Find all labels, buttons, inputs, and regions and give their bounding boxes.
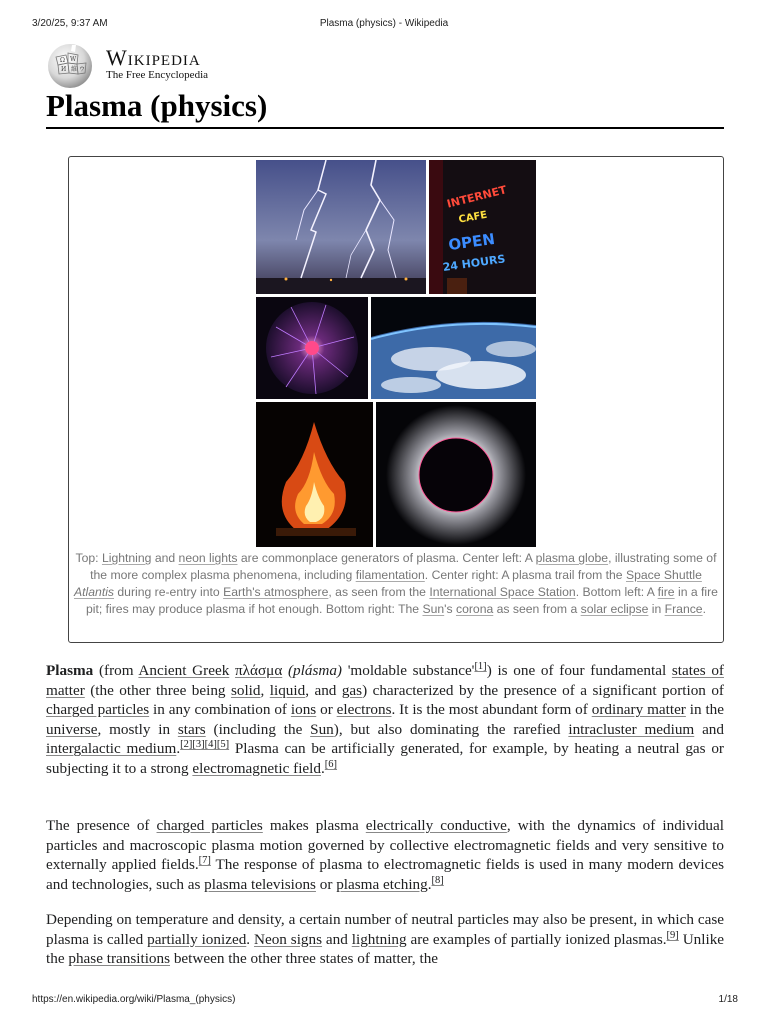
link-plasma-televisions[interactable]: plasma televisions (204, 875, 316, 893)
paragraph-3: Depending on temperature and density, a certain number of neutral particles may also be present, in which case plasma is called partially ionized. Neon signs and lightning are examples of partially ionized plasmas.[9] Unlike the phase transitions between the other three states of matter, the (46, 911, 725, 968)
svg-text:ウ: ウ (79, 66, 86, 73)
ref-6[interactable]: [6] (324, 758, 338, 770)
link-stars[interactable]: stars (177, 720, 206, 738)
caption-link-solar-eclipse[interactable]: solar eclipse (580, 602, 649, 616)
plasma-globe-photo[interactable] (256, 297, 368, 399)
caption-link-space-shuttle[interactable]: Space Shuttle (625, 568, 702, 582)
link-solid[interactable]: solid (230, 681, 261, 699)
print-footer (32, 994, 738, 1008)
infobox (68, 156, 724, 643)
caption-link-corona[interactable]: corona (455, 602, 494, 616)
link-ancient-greek[interactable]: Ancient Greek (138, 662, 230, 679)
print-url: https://en.wikipedia.org/wiki/Plasma_(physics) (32, 994, 236, 1005)
link-ions[interactable]: ions (290, 701, 317, 719)
lightning-photo[interactable] (256, 160, 426, 294)
svg-text:И: И (61, 66, 67, 73)
space-shuttle-trail-photo[interactable] (371, 297, 536, 399)
caption-link-fire[interactable]: fire (657, 585, 675, 599)
wikipedia-logo[interactable] (46, 43, 266, 89)
print-page-counter: 1/18 (718, 994, 738, 1005)
caption-link-lightning[interactable]: Lightning (101, 551, 152, 565)
link-phase-transitions[interactable]: phase transitions (68, 950, 171, 968)
wikipedia-globe-icon (46, 43, 94, 89)
neon-line-3: OPEN (447, 229, 496, 255)
print-page-title: Plasma (physics) - Wikipedia (319, 18, 449, 29)
link-intergalactic-medium[interactable]: intergalactic medium (46, 740, 177, 758)
caption-link-iss[interactable]: International Space Station (429, 585, 576, 599)
svg-text:Ω: Ω (60, 57, 65, 64)
link-electrically-conductive[interactable]: electrically conductive (365, 817, 507, 834)
print-header (32, 18, 736, 32)
link-plasma-etching[interactable]: plasma etching (336, 875, 428, 893)
title-divider (46, 127, 724, 129)
link-universe[interactable]: universe (46, 720, 98, 738)
print-datetime: 3/20/25, 9:37 AM (32, 18, 108, 29)
ref-9[interactable]: [9] (666, 929, 679, 941)
fire-photo[interactable] (256, 402, 373, 547)
ref-8[interactable]: [8] (431, 874, 444, 886)
wikipedia-wordmark: Wikipedia (106, 45, 201, 70)
link-intracluster-medium[interactable]: intracluster medium (568, 720, 695, 738)
neon-line-1: INTERNET (445, 183, 508, 211)
paragraph-2: The presence of charged particles makes plasma electrically conductive, with the dynamics of individual particles and macroscopic plasma motion governed by collective electromagnetic fields and very sensitive to externally applied fields.[7] The response of plasma to electromagnetic fields is used in many modern devices and technologies, such as plasma televisions or plasma etching.[8] (46, 817, 724, 893)
article-title: Plasma (physics) (46, 88, 268, 123)
link-partially-ionized[interactable]: partially ionized (147, 930, 247, 948)
link-sun[interactable]: Sun (310, 720, 334, 738)
link-lightning[interactable]: lightning (351, 930, 407, 948)
solar-eclipse-corona-photo[interactable] (376, 402, 536, 547)
link-ordinary-matter[interactable]: ordinary matter (591, 701, 686, 719)
ref-2-5[interactable]: [2][3][4][5] (180, 739, 230, 751)
link-electromagnetic-field[interactable]: electromagnetic field (192, 759, 321, 777)
ref-7[interactable]: [7] (198, 855, 211, 867)
link-greek-word[interactable]: πλάσμα (235, 662, 283, 679)
svg-text:維: 維 (71, 66, 78, 73)
link-states-of-matter[interactable]: states of matter (46, 662, 724, 699)
neon-sign-photo[interactable] (429, 160, 536, 294)
caption-link-plasma-globe[interactable]: plasma globe (535, 551, 609, 565)
caption-link-france[interactable]: France (664, 602, 703, 616)
infobox-caption: Top: Lightning and neon lights are commonplace generators of plasma. Center left: A plasma globe, illustrating some of the more complex plasma phenomena, including filamentation. Center right: A plasma trail from the Space Shuttle Atlantis during re-entry into Earth's atmosphere, as seen from the International Space Station. Bottom left: A fire in a fire pit; fires may produce plasma if hot enough. Bottom right: The Sun's corona as seen from a solar eclipse in France. (74, 551, 718, 616)
caption-link-atlantis[interactable]: Atlantis (74, 585, 115, 599)
caption-link-neon-lights[interactable]: neon lights (178, 551, 238, 565)
neon-line-2: CAFE (457, 209, 489, 226)
link-gas[interactable]: gas (341, 681, 363, 699)
link-charged-particles[interactable]: charged particles (46, 701, 150, 719)
svg-text:W: W (70, 56, 77, 63)
caption-link-earths-atmosphere[interactable]: Earth's atmosphere (223, 585, 329, 599)
link-liquid[interactable]: liquid (269, 681, 306, 699)
link-charged-particles-2[interactable]: charged particles (156, 817, 263, 834)
wikipedia-tagline: The Free Encyclopedia (106, 69, 209, 81)
lead-term: Plasma (46, 662, 94, 679)
ref-1[interactable]: [1] (474, 660, 487, 672)
caption-link-sun[interactable]: Sun (422, 602, 445, 616)
caption-link-filamentation[interactable]: filamentation (355, 568, 425, 582)
paragraph-1: Plasma (from Ancient Greek πλάσμα (plásma) 'moldable substance'[1]) is one of four fundamental states of matter (the other three being solid, liquid, and gas) characterized by the presence of a significant portion of charged particles in any combination of ions or electrons. It is the most abundant form of ordinary matter in the universe, mostly in stars (including the Sun), but also dominating the rarefied intracluster medium and intergalactic medium.[2][3][4][5] Plasma can be artificially generated, for example, by heating a neutral gas or subjecting it to a strong electromagnetic field.[6] (46, 660, 725, 777)
neon-line-4: 24 HOURS (441, 252, 507, 274)
link-electrons[interactable]: electrons (336, 701, 392, 719)
greek-transliteration: (plásma) (287, 662, 342, 679)
link-neon-signs[interactable]: Neon signs (254, 930, 323, 948)
